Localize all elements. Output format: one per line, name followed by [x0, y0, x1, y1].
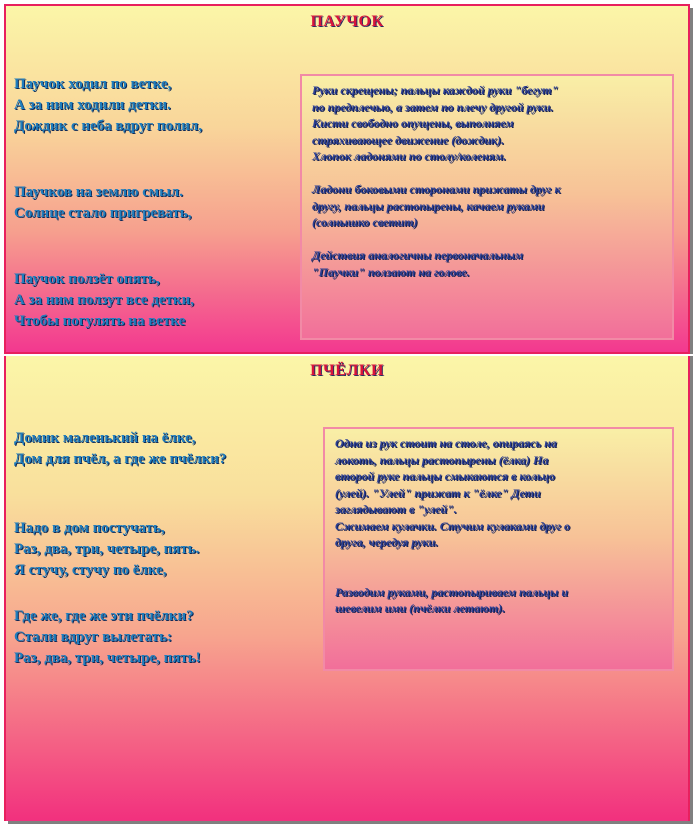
verse-line: Домик маленький на ёлке, [14, 430, 196, 446]
instruction-line: Разводим руками, растопыриваем пальцы и [335, 584, 568, 599]
spider-instructions-box [300, 74, 674, 340]
instruction-line: шевелим ими (пчёлки летают). [335, 601, 506, 615]
verse-line: Стали вдруг вылетать: [14, 629, 172, 645]
bees-verse-stanza-1 [14, 428, 226, 470]
spider-verse-stanza-1 [14, 74, 202, 137]
instruction-line: второй руке пальцы смыкаются в кольцо [335, 469, 556, 483]
bees-rhyme-card [4, 356, 690, 821]
verse-line: Солнце стало пригревать, [14, 205, 192, 221]
instruction-line: (улей). "Улей" прижат к "ёлке" Дети [335, 485, 541, 500]
bees-verse-stanza-3 [14, 606, 201, 669]
verse-line: Раз, два, три, четыре, пять! [14, 650, 201, 666]
verse-line: Где же, где же эти пчёлки? [14, 608, 194, 624]
instruction-line: Ладони боковыми сторонами прижаты друг к [312, 182, 561, 196]
verse-line: Паучков на землю смыл. [14, 184, 183, 200]
bees-title: ПЧЁЛКИ [310, 362, 384, 379]
instruction-line: Кисти свободно опущены, выполняем [312, 116, 514, 130]
verse-line: Надо в дом постучать, [14, 520, 165, 536]
instruction-line: стряхивающее движение (дождик). [312, 132, 505, 147]
verse-line: Дом для пчёл, а где же пчёлки? [14, 451, 227, 467]
bees-instructions-box [323, 427, 674, 671]
instruction-line: другу, пальцы растопырены, качаем руками [312, 198, 545, 213]
verse-line: Дождик с неба вдруг полил, [14, 118, 203, 134]
verse-line: А за ним ползут все детки, [14, 292, 194, 308]
spider-verse-stanza-3 [14, 269, 194, 332]
spider-verse-stanza-2 [14, 182, 191, 224]
verse-line: Раз, два, три, четыре, пять. [14, 541, 200, 557]
verse-line: Паучок ходил по ветке, [14, 76, 172, 92]
verse-line: Чтобы погулять на ветке [14, 313, 186, 329]
instruction-line: заглядывают в "улей". [335, 502, 457, 516]
spider-title: ПАУЧОК [310, 13, 384, 30]
card1-shadow-right [690, 8, 693, 354]
instruction-line: друга, чередуя руки. [335, 535, 439, 549]
spider-rhyme-card [4, 4, 690, 354]
card2-shadow-right [690, 356, 693, 824]
instruction-line: Сжимаем кулачки. Стучим кулаками друг о [335, 518, 570, 533]
verse-line: Я стучу, стучу по ёлке, [14, 562, 167, 578]
bees-verse-stanza-2 [14, 518, 199, 581]
instruction-line: Действия аналогичны первоначальным [312, 248, 524, 262]
instruction-line: "Паучки" ползают на голове. [312, 264, 470, 279]
instruction-line: Хлопок ладонями по столу/коленям. [312, 149, 507, 163]
verse-line: Паучок ползёт опять, [14, 271, 160, 287]
instruction-line: (солнышко светит) [312, 215, 418, 229]
verse-line: А за ним ходили детки. [14, 97, 171, 113]
instruction-line: Одна из рук стоит на столе, опираясь на [335, 436, 557, 450]
instruction-line: Руки скрещены; пальцы каждой руки "бегут" [312, 83, 559, 97]
card2-shadow-bottom [8, 821, 693, 824]
instruction-line: локоть, пальцы растопырены (ёлка) На [335, 452, 549, 467]
instruction-line: по предплечью, а затем по плечу другой руки. [312, 99, 554, 114]
